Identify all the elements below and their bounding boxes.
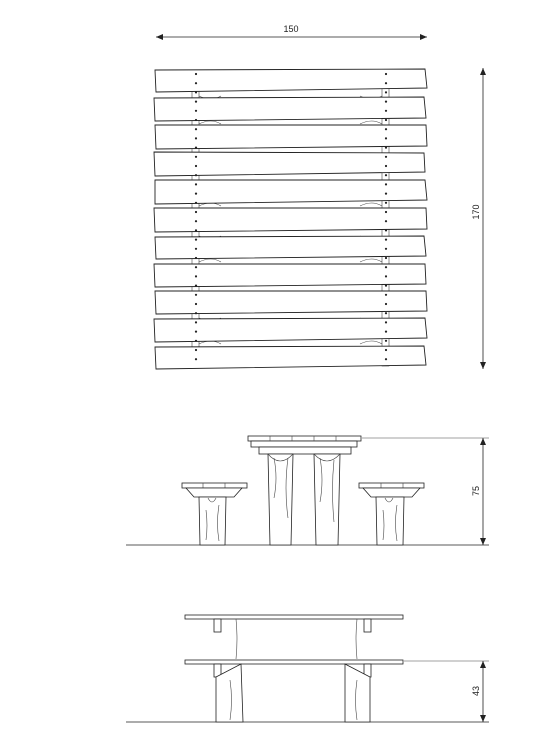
screw-dot [195,248,197,250]
screw-dot [195,202,197,204]
front-right-seat [359,483,424,545]
screw-dot [385,165,387,167]
front-left-seat [182,483,247,545]
screw-dot [385,257,387,259]
screw-dot [195,101,197,103]
screw-dot [385,220,387,222]
screw-dot [195,211,197,213]
screw-dot [385,73,387,75]
screw-dot [385,275,387,277]
screw-dot [385,101,387,103]
screw-dot [385,193,387,195]
screw-dot [195,128,197,130]
screw-dot [195,312,197,314]
screw-dot [385,331,387,333]
screw-dot [385,321,387,323]
screw-dot [385,82,387,84]
screw-dot [195,183,197,185]
screw-dot [195,174,197,176]
screw-dot [195,303,197,305]
screw-dot [385,239,387,241]
screw-dot [385,119,387,121]
screw-dot [385,147,387,149]
screw-dot [385,266,387,268]
slat [154,97,426,121]
screw-dot [385,294,387,296]
slat [154,152,425,176]
screw-dot [195,220,197,222]
front-table-legs [268,454,340,545]
screw-dot [385,358,387,360]
screw-dot [195,82,197,84]
screw-dot [195,340,197,342]
screw-dot [195,91,197,93]
screw-dot [195,266,197,268]
screw-dot [195,349,197,351]
screw-dot [195,119,197,121]
table-height-label: 75 [471,485,481,497]
screw-dot [385,303,387,305]
screw-dot [385,110,387,112]
screw-dot [195,229,197,231]
screw-dot [195,165,197,167]
side-elevation [126,615,489,722]
screw-dot [385,174,387,176]
screw-dot [195,147,197,149]
seat-height-dimension [471,661,483,722]
front-elevation [126,436,489,545]
screw-dot [195,257,197,259]
screw-dot [195,137,197,139]
screw-dot [385,156,387,158]
screw-dot [195,239,197,241]
side-seat [185,660,403,722]
screw-dot [385,248,387,250]
screw-dot [385,340,387,342]
screw-dot [385,211,387,213]
screw-dot [195,285,197,287]
screw-dot [195,294,197,296]
top-view-slats [154,69,427,369]
top-view [154,24,483,369]
seat-height-label: 43 [471,685,481,697]
screw-dot [385,349,387,351]
screw-dot [385,137,387,139]
width-dimension-label: 150 [283,24,299,34]
screw-dot [385,128,387,130]
screw-dot [385,312,387,314]
screw-dot [195,358,197,360]
screw-dot [195,321,197,323]
screw-dot [195,156,197,158]
table-height-dimension [471,438,483,545]
front-table-top [248,436,361,454]
screw-dot [195,275,197,277]
length-dimension-label: 170 [471,204,481,220]
slat [155,69,427,92]
screw-dot [385,202,387,204]
side-table-top [185,615,403,659]
screw-dot [195,73,197,75]
width-dimension [156,24,427,37]
screw-dot [195,110,197,112]
screw-dot [385,229,387,231]
length-dimension [471,68,483,369]
screw-dot [195,331,197,333]
screw-dot [385,183,387,185]
screw-dot [195,193,197,195]
screw-dot [385,91,387,93]
screw-dot [385,285,387,287]
